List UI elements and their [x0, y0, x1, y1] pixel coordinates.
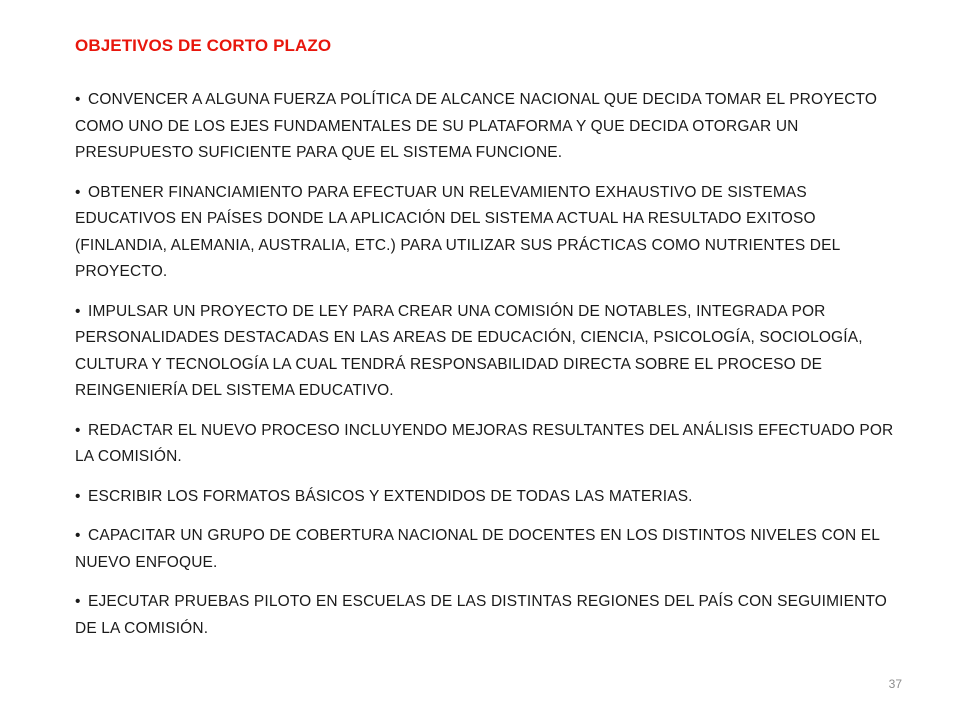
- bullet-item: [75, 523, 895, 576]
- page-number: 37: [888, 677, 902, 691]
- bullet-item: [75, 484, 895, 511]
- bullet-dot: •: [75, 91, 81, 108]
- bullet-dot: •: [75, 302, 81, 320]
- bullet-text: REDACTAR EL NUEVO PROCESO INCLUYENDO MEJORAS RESULTANTES DEL ANÁLISIS EFECTUADO POR LA COMISIÓN.: [75, 421, 894, 465]
- bullet-text: ESCRIBIR LOS FORMATOS BÁSICOS Y EXTENDIDOS DE TODAS LAS MATERIAS.: [88, 487, 693, 505]
- bullet-item: [75, 418, 895, 471]
- bullet-dot: •: [75, 527, 81, 544]
- bullet-text: EJECUTAR PRUEBAS PILOTO EN ESCUELAS DE LAS DISTINTAS REGIONES DEL PAÍS CON SEGUIMIENTO DE LA COMISIÓN.: [75, 593, 887, 637]
- bullet-text: CONVENCER A ALGUNA FUERZA POLÍTICA DE ALCANCE NACIONAL QUE DECIDA TOMAR EL PROYECTO COMO UNO DE LOS EJES FUNDAMENTALES DE SU PLATAFORMA Y QUE DECIDA OTORGAR UN PRESUPUESTO SUFICIENTE PARA QUE EL SISTEMA FUNCIONE.: [75, 91, 878, 161]
- bullet-item: [75, 87, 895, 167]
- bullet-text: IMPULSAR UN PROYECTO DE LEY PARA CREAR UNA COMISIÓN DE NOTABLES, INTEGRADA POR PERSONALIDADES DESTACADAS EN LAS AREAS DE EDUCACIÓN, CIENCIA, PSICOLOGÍA, SOCIOLOGÍA, CULTURA Y TECNOLOGÍA LA CUAL TENDRÁ RESPONSABILIDAD DIRECTA SOBRE EL PROCESO DE REINGENIERÍA DEL SISTEMA EDUCATIVO.: [75, 302, 863, 399]
- bullet-dot: •: [75, 421, 81, 439]
- bullet-dot: •: [75, 183, 81, 201]
- bullet-item: [75, 299, 895, 405]
- bullet-text: OBTENER FINANCIAMIENTO PARA EFECTUAR UN RELEVAMIENTO EXHAUSTIVO DE SISTEMAS EDUCATIVOS EN PAÍSES DONDE LA APLICACIÓN DEL SISTEMA ACTUAL HA RESULTADO EXITOSO (FINLANDIA, ALEMANIA, AUSTRALIA, ETC.) PARA UTILIZAR SUS PRÁCTICAS COMO NUTRIENTES DEL PROYECTO.: [75, 183, 840, 280]
- bullet-dot: •: [75, 593, 81, 610]
- bullet-item: [75, 589, 895, 642]
- bullet-dot: •: [75, 487, 81, 505]
- slide-title: OBJETIVOS DE CORTO PLAZO: [75, 36, 332, 55]
- bullet-item: [75, 180, 895, 286]
- bullet-list: [75, 87, 895, 655]
- bullet-text: CAPACITAR UN GRUPO DE COBERTURA NACIONAL DE DOCENTES EN LOS DISTINTOS NIVELES CON EL NUEVO ENFOQUE.: [75, 527, 880, 571]
